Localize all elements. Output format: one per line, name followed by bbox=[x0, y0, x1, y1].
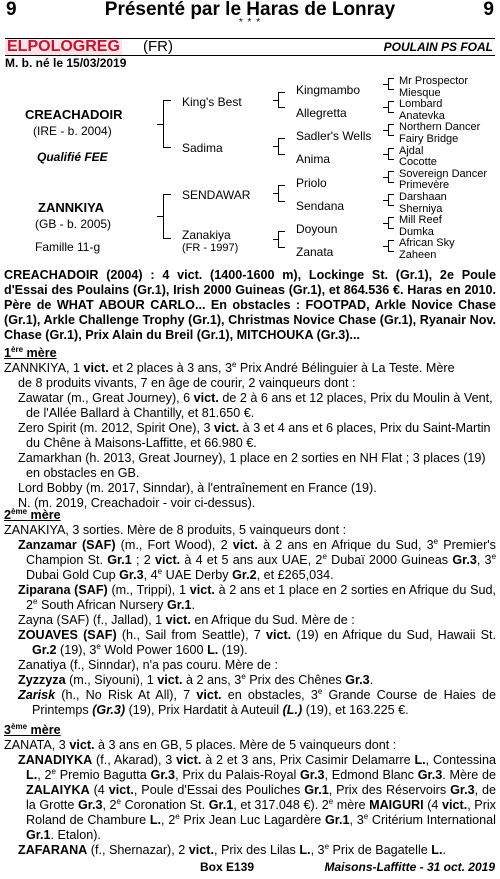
bracket-line bbox=[278, 201, 285, 202]
bracket-line bbox=[388, 89, 394, 90]
offspring-entry: Zayna (SAF) (f., Jallad), 1 vict. en Afrique du Sud. Mère de : bbox=[18, 613, 355, 627]
horse-name: ELPOLOGREG bbox=[7, 38, 120, 55]
gen3-name: Anima bbox=[296, 152, 331, 166]
bracket-line bbox=[278, 231, 279, 247]
gen2-name: SENDAWAR bbox=[182, 188, 251, 202]
horse-birth: M. b. né le 15/03/2019 bbox=[5, 56, 127, 70]
gen3-name: Kingmambo bbox=[296, 83, 361, 97]
offspring-entry: ZOUAVES (SAF) (h., Sail from Seattle), 7 vict. (19) en Afrique du Sud, Hawaii St. Gr.2 (19), 3e Wold Power 1600 L. (19). bbox=[18, 628, 496, 657]
offspring-entry: Zarisk (h., No Risk At All), 7 vict. en obstacles, 3e Grande Course de Haies de Printemps (Gr.3) (19), Prix Hardatit à Auteuil (L.) (19), et 163.225 €. bbox=[18, 686, 496, 717]
first-dam-text: ZANNKIYA, 1 vict. et 2 places à 3 ans, 3e Prix André Bélinguier à La Teste. Mère bbox=[4, 359, 455, 375]
gen4-name: African Sky bbox=[399, 237, 455, 250]
dam-name: ZANNKIYA bbox=[38, 200, 104, 215]
sale-place-date: Maisons-Laffitte - 31 oct. 2019 bbox=[324, 860, 495, 874]
bracket-line bbox=[388, 217, 394, 218]
first-dam-heading: 1ère mère bbox=[4, 344, 57, 360]
gen3-name: Zanata bbox=[296, 245, 334, 259]
gen3-name: Sadler's Wells bbox=[296, 129, 372, 143]
bracket-line bbox=[278, 92, 279, 107]
gen3-name: Priolo bbox=[296, 176, 327, 190]
sire-paragraph-text bbox=[4, 268, 496, 343]
bracket-line bbox=[383, 246, 388, 247]
gen4-name: Cocotte bbox=[399, 156, 437, 169]
gen4-name: Mr Prospector bbox=[399, 75, 469, 87]
bracket-line bbox=[278, 231, 285, 232]
gen4-name: Sherniya bbox=[399, 202, 443, 215]
bracket-line bbox=[383, 107, 388, 108]
bracket-line bbox=[388, 171, 389, 182]
gen2-name: Sadima bbox=[182, 141, 223, 155]
third-dam-heading: 3ème mère bbox=[4, 721, 61, 737]
gen2-name: Zanakiya bbox=[182, 228, 231, 242]
bracket-line bbox=[383, 223, 388, 224]
bracket-line bbox=[388, 228, 394, 229]
offspring-entry: ZANADIYKA (f., Akarad), 3 vict. à 2 et 3 ans, Prix Casimir Delamarre L., Contessina L., 2e Premio Bagutta Gr.3, Prix du Palais-Royal Gr.3, Edmond Blanc Gr.3. Mère de ZALAIYKA (4 vict., Poule d'Essai des Pouliches Gr.1, Prix des Réservoirs Gr.3, de la Grotte Gr.3, 2e Coronation St. Gr.1, et 317.048 €). 2e mère MAIGURI (4 vict., Prix Roland de Chambure L., 2e Prix Jean Luc Lagardère Gr.1, 3e Critérium International Gr.1. Etalon). bbox=[18, 753, 496, 842]
offspring-entry: Zanzamar (SAF) (m., Fort Wood), 2 vict. à 2 ans en Afrique du Sud, 3e Premier's Champion St. Gr.1 ; 2 vict. à 4 et 5 ans aux UAE, 2e Dubaï 2000 Guineas Gr.3, 3e Dubai Gold Cup Gr.3, 4e UAE Derby Gr.2, et £265,034. bbox=[18, 536, 497, 582]
bracket-line bbox=[278, 247, 285, 248]
gen2-note: (FR - 1997) bbox=[182, 242, 239, 254]
bracket-line bbox=[388, 148, 394, 149]
third-dam-section bbox=[4, 723, 496, 858]
bracket-line bbox=[388, 135, 394, 136]
bracket-line bbox=[278, 138, 285, 139]
sire-info: (IRE - b. 2004) bbox=[33, 124, 112, 138]
bracket-line bbox=[278, 185, 279, 201]
bracket-line bbox=[278, 154, 285, 155]
gen4-name: Darshaan bbox=[399, 191, 447, 203]
first-dam-section bbox=[4, 346, 496, 511]
box-number: Box E139 bbox=[200, 860, 255, 874]
bracket-line bbox=[388, 78, 394, 79]
gen4-name: Primevère bbox=[399, 179, 450, 192]
bracket-line bbox=[163, 100, 164, 148]
bracket-line bbox=[388, 217, 389, 228]
second-dam-heading: 2ème mère bbox=[4, 506, 61, 522]
offspring-entry: Zyzzyza (m., Siyouni), 1 vict. à 2 ans, 3e Prix des Chênes Gr.3. bbox=[18, 671, 374, 687]
offspring-entry: Zanatiya (f., Sinndar), n'a pas couru. Mère de : bbox=[18, 658, 279, 672]
gen4-name: Dumka bbox=[399, 225, 434, 238]
offspring-entry: Zawatar (m., Great Journey), 6 vict. de 2 à 6 ans et 12 places, Prix du Moulin à Vent, de l'Allée Ballard à Chantilly, et 81.650 €. bbox=[18, 391, 493, 420]
page-footer bbox=[0, 860, 500, 876]
bracket-line bbox=[383, 84, 388, 85]
offspring-entry: Lord Bobby (m. 2017, Sinndar), à l'entraînement en France (19). bbox=[18, 481, 377, 495]
bracket-line bbox=[383, 130, 388, 131]
bracket-line bbox=[388, 78, 389, 89]
bracket-line bbox=[388, 112, 394, 113]
bracket-line bbox=[273, 239, 278, 240]
bracket-line bbox=[388, 124, 389, 135]
first-dam-text: de 8 produits vivants, 7 en âge de courir, 2 vainqueurs dont : bbox=[18, 376, 356, 390]
dam-family: Famille 11-g bbox=[35, 240, 101, 254]
horse-name-bar bbox=[5, 38, 495, 56]
offspring-entry: Ziparana (SAF) (m., Trippi), 1 vict. à 2 ans et 1 place en 2 sorties en Afrique du Sud, 2e South African Nursery Gr.1. bbox=[18, 583, 497, 612]
bracket-line bbox=[157, 124, 163, 125]
bracket-line bbox=[388, 182, 394, 183]
gen2-name: King's Best bbox=[182, 95, 242, 109]
bracket-line bbox=[388, 240, 389, 251]
bracket-line bbox=[273, 146, 278, 147]
horse-sex: POULAIN PS FOAL bbox=[383, 40, 493, 54]
bracket-line bbox=[388, 101, 389, 112]
gen4-name: Sovereign Dancer bbox=[399, 167, 488, 180]
gen3-name: Sendana bbox=[296, 199, 345, 213]
bracket-line bbox=[388, 171, 394, 172]
bracket-line bbox=[278, 107, 285, 108]
bracket-line bbox=[388, 124, 394, 125]
bracket-line bbox=[388, 205, 394, 206]
bracket-line bbox=[273, 100, 278, 101]
bracket-line bbox=[163, 100, 171, 101]
bracket-line bbox=[157, 216, 163, 217]
bracket-line bbox=[388, 159, 394, 160]
bracket-line bbox=[388, 148, 389, 159]
bracket-line bbox=[278, 92, 285, 93]
offspring-entry: N. (m. 2019, Creachadoir - voir ci-dessus). bbox=[18, 496, 256, 510]
bracket-line bbox=[388, 101, 394, 102]
gen4-name: Anatevka bbox=[399, 109, 445, 122]
gen4-name: Zaheen bbox=[399, 249, 437, 261]
bracket-line bbox=[163, 194, 171, 195]
bracket-line bbox=[388, 251, 394, 252]
gen4-name: Northern Dancer bbox=[399, 121, 481, 134]
bracket-line bbox=[163, 147, 171, 148]
sire-paragraph-body: CREACHADOIR (2004) : 4 vict. (1400-1600 m), Lockinge St. (Gr.1), 2e Poule d'Essai des Poulains (Gr.1), Irish 2000 Guineas (Gr.1), et 864.536 €. Haras en 2010. Père de WHAT ABOUR CARLO... En obstacles : FOOTPAD, Arkle Novice Chase (Gr.1), Arkle Challenge Trophy (Gr.1), Christmas Novice Chase (Gr.1), Ryanair Nov. Chase (Gr.1), Prix Alain du Breil (Gr.1), MITCHOUKA (Gr.3)... bbox=[4, 268, 496, 342]
offspring-entry: Zamarkhan (h. 2013, Great Journey), 1 place en 2 sorties en NH Flat ; 3 places (19) en obstacles en GB. bbox=[18, 451, 486, 480]
sire-note: Qualifié FEE bbox=[37, 150, 108, 164]
consignor-title: Présenté par le Haras de Lonray bbox=[104, 0, 396, 20]
gen3-name: Doyoun bbox=[296, 222, 338, 236]
horse-country: (FR) bbox=[143, 38, 173, 55]
third-dam-text: ZANATA, 3 vict. à 3 ans en GB, 5 places. Mère de 5 vainqueurs dont : bbox=[4, 738, 397, 752]
pedigree-table bbox=[0, 72, 500, 267]
offspring-entry: Zero Spirit (m. 2012, Spirit One), 3 vict. à 3 et 4 ans et 6 places, Prix du Saint-Martin du Chêne à Maisons-Laffitte, et 66.980 €. bbox=[18, 421, 491, 450]
bracket-line bbox=[163, 238, 171, 239]
gen4-name: Lombard bbox=[399, 98, 443, 111]
bracket-line bbox=[163, 194, 164, 239]
gen4-name: Fairy Bridge bbox=[399, 133, 459, 145]
bracket-line bbox=[388, 194, 389, 205]
bracket-line bbox=[388, 240, 394, 241]
bracket-line bbox=[383, 154, 388, 155]
second-dam-section bbox=[4, 508, 496, 718]
bracket-line bbox=[383, 177, 388, 178]
offspring-entry: ZAFARANA (f., Shernazar), 2 vict., Prix des Lilas L., 3e Prix de Bagatelle L.. bbox=[18, 841, 446, 857]
second-dam-text: ZANAKIYA, 3 sorties. Mère de 8 produits, 5 vainqueurs dont : bbox=[4, 523, 347, 537]
gen3-name: Allegretta bbox=[296, 106, 347, 120]
stars-divider: * * * bbox=[238, 17, 262, 28]
lot-number-left: 9 bbox=[6, 0, 17, 20]
bracket-line bbox=[383, 200, 388, 201]
dam-info: (GB - b. 2005) bbox=[35, 217, 112, 231]
gen4-name: Miesque bbox=[399, 86, 441, 99]
bracket-line bbox=[278, 138, 279, 154]
gen4-name: Ajdal bbox=[399, 144, 424, 157]
bracket-line bbox=[278, 185, 285, 186]
sire-paragraph bbox=[4, 268, 496, 343]
sire-name: CREACHADOIR bbox=[25, 107, 123, 122]
bracket-line bbox=[388, 194, 394, 195]
bracket-line bbox=[273, 193, 278, 194]
gen4-name: Mill Reef bbox=[399, 214, 442, 227]
lot-number-right: 9 bbox=[483, 0, 494, 20]
